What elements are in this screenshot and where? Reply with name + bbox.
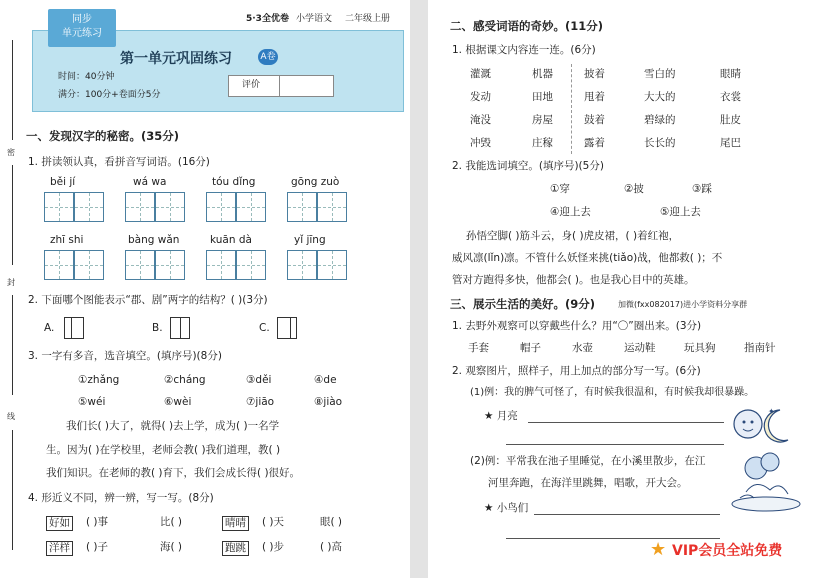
word: 碧绿的	[644, 114, 676, 126]
writing-grid[interactable]	[74, 250, 104, 280]
word: 眼睛	[720, 68, 741, 80]
writing-grid[interactable]	[287, 192, 317, 222]
grade-label: 二年级上册	[345, 14, 391, 24]
gear-item[interactable]: 玩具狗	[684, 342, 716, 354]
pronunciation-option: ③děi	[246, 374, 272, 386]
fill-blank[interactable]: ( )高	[320, 541, 343, 553]
writing-grid[interactable]	[317, 192, 347, 222]
pinyin: běi jí	[50, 176, 76, 188]
level-badge: A卷	[258, 49, 278, 65]
similar-char-pair: 晴晴	[222, 516, 249, 531]
q2-label: 2. 我能选词填空。(填序号)(5分)	[452, 160, 604, 172]
section1-title: 一、发现汉字的秘密。(35分)	[26, 129, 180, 143]
fill-blank[interactable]: ( )步	[262, 541, 285, 553]
word: 庄稼	[532, 137, 553, 149]
word: 肚皮	[720, 114, 741, 126]
star-prompt-birds: ★ 小鸟们	[484, 502, 529, 514]
pinyin: bàng wǎn	[128, 234, 180, 246]
pinyin: wá wa	[133, 176, 167, 188]
section3-title: 三、展示生活的美好。(9分)	[450, 297, 596, 311]
writing-grid[interactable]	[155, 250, 185, 280]
writing-grid[interactable]	[155, 192, 185, 222]
word: 尾巴	[720, 137, 741, 149]
right-page	[428, 0, 832, 578]
word: 衣裳	[720, 91, 741, 103]
gear-item[interactable]: 帽子	[520, 342, 541, 354]
writing-grid[interactable]	[206, 250, 236, 280]
pronunciation-option: ⑥wèi	[164, 396, 192, 408]
fill-blank[interactable]: 眼( )	[320, 516, 343, 528]
pronunciation-option: ①zhǎng	[78, 374, 120, 386]
q2-text-line: 孙悟空脚( )筋斗云，身( )虎皮裙，( )着红袍，	[466, 230, 680, 242]
gear-item[interactable]: 指南针	[744, 342, 776, 354]
gear-item[interactable]: 运动鞋	[624, 342, 656, 354]
pronunciation-option: ②cháng	[164, 374, 206, 386]
pronunciation-option: ⑦jiāo	[246, 396, 275, 408]
fill-blank[interactable]: 比( )	[160, 516, 183, 528]
q2-label: 2. 下面哪个图能表示“郡、剧”两字的结构？( )(3分)	[28, 294, 268, 306]
writing-grid[interactable]	[44, 250, 74, 280]
writing-grid[interactable]	[125, 192, 155, 222]
structure-option-c[interactable]	[277, 317, 297, 339]
vip-watermark: VIP会员全站免费	[672, 543, 783, 559]
score-label: 满分：100分+卷面分5分	[58, 90, 161, 100]
structure-option-a[interactable]	[64, 317, 84, 339]
star-prompt-moon: ★ 月亮	[484, 410, 518, 422]
margin-mark-3: 线	[7, 412, 15, 421]
word-option: ③踩	[692, 183, 712, 195]
word: 长长的	[644, 137, 676, 149]
left-page	[0, 0, 410, 578]
margin-line	[12, 165, 13, 265]
writing-grid[interactable]	[317, 250, 347, 280]
word: 鼓着	[584, 114, 605, 126]
similar-char-pair: 好如	[46, 516, 73, 531]
option-b-label: B.	[152, 322, 163, 334]
word: 冲毁	[470, 137, 491, 149]
q3-text-line: 生。因为( )在学校里，老师会教( )我们道理，教( )	[46, 444, 281, 456]
section2-title: 二、感受词语的奇妙。(11分)	[450, 19, 604, 33]
q1-label: 1. 拼读领认真，看拼音写词语。(16分)	[28, 156, 210, 168]
writing-grid[interactable]	[74, 192, 104, 222]
option-c-label: C.	[259, 322, 270, 334]
margin-line	[12, 295, 13, 395]
margin-mark-1: 密	[7, 148, 15, 157]
structure-option-b[interactable]	[170, 317, 190, 339]
moon-illustration	[728, 402, 800, 450]
badge-line2: 单元练习	[62, 28, 102, 39]
fill-blank[interactable]: ( )事	[86, 516, 109, 528]
word: 机器	[532, 68, 553, 80]
word: 披着	[584, 68, 605, 80]
writing-grid[interactable]	[206, 192, 236, 222]
q1-label: 1. 根据课文内容连一连。(6分)	[452, 44, 596, 56]
pronunciation-option: ⑧jiào	[314, 396, 343, 408]
page-gutter	[410, 0, 428, 578]
word-option: ④迎上去	[550, 206, 591, 218]
writing-grid[interactable]	[125, 250, 155, 280]
word: 大大的	[644, 91, 676, 103]
eval-label: 评价	[242, 80, 261, 90]
fill-blank[interactable]: 海( )	[160, 541, 183, 553]
margin-line	[12, 40, 13, 140]
example-1: (1)例：我的脾气可怪了，有时候我很温和，有时候我却很暴躁。	[470, 387, 755, 398]
example-2-line2: 河里奔跑，在海洋里跳舞，唱歌，开大会。	[488, 477, 688, 489]
writing-grid[interactable]	[236, 192, 266, 222]
series-label: 5·3全优卷	[246, 14, 289, 24]
word: 田地	[532, 91, 553, 103]
answer-line[interactable]	[534, 514, 720, 515]
badge-line1: 同步	[72, 14, 92, 25]
writing-grid[interactable]	[44, 192, 74, 222]
pinyin: tóu dǐng	[212, 176, 256, 188]
gear-item[interactable]: 手套	[468, 342, 489, 354]
star-icon: ★	[650, 539, 667, 560]
writing-grid[interactable]	[287, 250, 317, 280]
time-label: 时间：40分钟	[58, 72, 115, 82]
margin-mark-2: 封	[7, 278, 15, 287]
similar-char-pair: 洋样	[46, 541, 73, 556]
promo-note: 加微(fxx082017)进小学资料分享群	[618, 300, 748, 309]
similar-char-pair: 跑跳	[222, 541, 249, 556]
q3-label: 3. 一字有多音，选音填空。(填序号)(8分)	[28, 350, 222, 362]
word: 灌溉	[470, 68, 491, 80]
fill-blank[interactable]: ( )子	[86, 541, 109, 553]
example-2-line1: (2)例：平常我在池子里睡觉，在小溪里散步，在江	[470, 455, 706, 467]
gear-item[interactable]: 水壶	[572, 342, 593, 354]
subject-label: 小学语文	[296, 14, 333, 24]
pinyin: zhī shi	[50, 234, 84, 246]
answer-line[interactable]	[506, 538, 720, 539]
word-option: ⑤迎上去	[660, 206, 701, 218]
svg-text:✦: ✦	[768, 407, 775, 416]
q3-text-line: 我们知识。在老师的教( )育下，我们会成长得( )很好。	[46, 467, 301, 479]
pinyin: kuān dà	[210, 234, 252, 246]
word: 淹没	[470, 114, 491, 126]
column-divider	[571, 64, 573, 154]
word: 发动	[470, 91, 491, 103]
word-option: ①穿	[550, 183, 570, 195]
s3-q1-label: 1. 去野外观察可以穿戴些什么？用“〇”圈出来。(3分)	[452, 320, 702, 332]
pinyin: gōng zuò	[291, 176, 340, 188]
pronunciation-option: ⑤wéi	[78, 396, 106, 408]
pronunciation-option: ④de	[314, 374, 337, 386]
q4-label: 4. 形近义不同，辨一辨，写一写。(8分)	[28, 492, 214, 504]
option-a-label: A.	[44, 322, 55, 334]
word: 雪白的	[644, 68, 676, 80]
writing-grid[interactable]	[236, 250, 266, 280]
pinyin: yǐ jīng	[294, 234, 326, 246]
q3-text-line: 我们长( )大了，就得( )去上学，成为( )一名学	[66, 420, 280, 432]
fill-blank[interactable]: ( )天	[262, 516, 285, 528]
answer-line[interactable]	[506, 444, 724, 445]
s3-q2-label: 2. 观察图片，照样子，用上加点的部分写一写。(6分)	[452, 365, 701, 377]
word-option: ②披	[624, 183, 644, 195]
page-title: 第一单元巩固练习	[120, 51, 232, 67]
q2-text-line: 管对方跑得多快，他都会( )。也是我心目中的英雄。	[452, 274, 695, 286]
word: 露着	[584, 137, 605, 149]
word: 房屋	[532, 114, 553, 126]
q2-text-line: 威风凛(lǐn)凛。不管什么妖怪来挑(tiǎo)战，他都救( )；不	[452, 252, 723, 264]
word: 甩着	[584, 91, 605, 103]
fish-illustration	[726, 446, 806, 514]
unit-badge	[48, 9, 116, 47]
margin-line	[12, 430, 13, 550]
answer-line[interactable]	[528, 422, 724, 423]
